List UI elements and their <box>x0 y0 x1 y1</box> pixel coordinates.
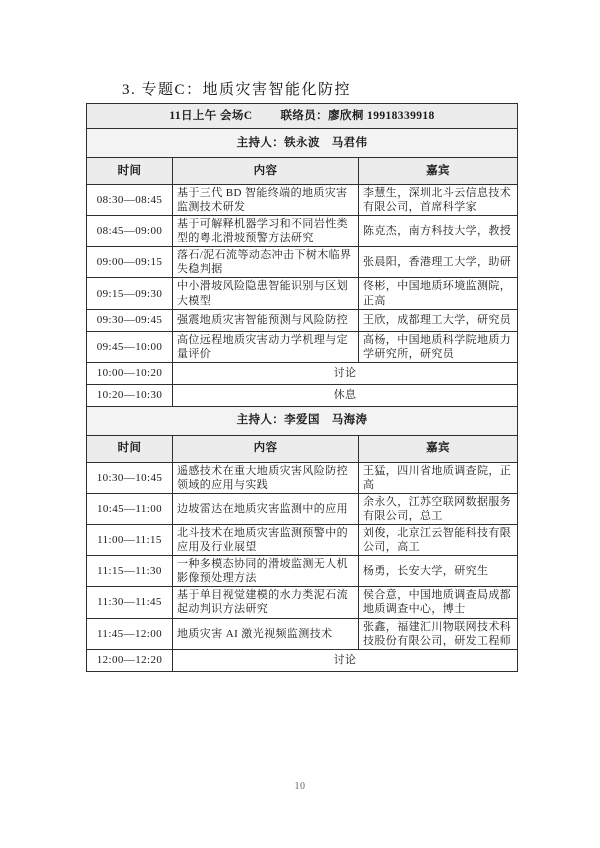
discussion-label: 讨论 <box>173 649 518 671</box>
break-row <box>87 384 518 406</box>
column-header-guest: 嘉宾 <box>359 435 518 462</box>
topic-cell: 地质灾害 AI 激光视频监测技术 <box>173 618 359 649</box>
column-header-guest: 嘉宾 <box>359 158 518 185</box>
time-cell: 11:15—11:30 <box>87 556 173 587</box>
guest-cell: 王猛，四川省地质调查院，正高 <box>359 462 518 493</box>
table-row <box>87 462 518 493</box>
column-header-content: 内容 <box>173 158 359 185</box>
column-header-time: 时间 <box>87 435 173 462</box>
moderator-row-2 <box>87 406 518 435</box>
table-row <box>87 556 518 587</box>
discussion-row <box>87 649 518 671</box>
topic-cell: 基于可解释机器学习和不同岩性类型的粤北滑坡预警方法研究 <box>173 216 359 247</box>
discussion-label: 讨论 <box>173 362 518 384</box>
time-cell: 10:45—11:00 <box>87 493 173 524</box>
time-cell: 11:45—12:00 <box>87 618 173 649</box>
column-header-row-1 <box>87 158 518 185</box>
topic-cell: 强震地质灾害智能预测与风险防控 <box>173 309 359 331</box>
page-title: 3. 专题C：地质灾害智能化防控 <box>122 82 352 98</box>
time-cell: 11:30—11:45 <box>87 587 173 618</box>
column-header-time: 时间 <box>87 158 173 185</box>
guest-cell: 刘俊，北京江云智能科技有限公司，高工 <box>359 525 518 556</box>
session-header-row <box>87 104 518 129</box>
topic-cell: 高位远程地质灾害动力学机理与定量评价 <box>173 331 359 362</box>
time-cell: 09:00—09:15 <box>87 247 173 278</box>
table-row <box>87 185 518 216</box>
guest-cell: 张鑫，福建汇川物联网技术科技股份有限公司，研发工程师 <box>359 618 518 649</box>
topic-cell: 基于三代 BD 智能终端的地质灾害监测技术研发 <box>173 185 359 216</box>
time-cell: 11:00—11:15 <box>87 525 173 556</box>
topic-cell: 北斗技术在地质灾害监测预警中的应用及行业展望 <box>173 525 359 556</box>
column-header-row-2 <box>87 435 518 462</box>
guest-cell: 杨勇，长安大学，研究生 <box>359 556 518 587</box>
table-row <box>87 587 518 618</box>
table-row <box>87 493 518 524</box>
topic-cell: 遥感技术在重大地质灾害风险防控领域的应用与实践 <box>173 462 359 493</box>
topic-cell: 一种多模态协同的滑坡监测无人机影像预处理方法 <box>173 556 359 587</box>
table-row <box>87 331 518 362</box>
time-cell: 09:30—09:45 <box>87 309 173 331</box>
guest-cell: 佟彬，中国地质环境监测院，正高 <box>359 278 518 309</box>
table-row <box>87 247 518 278</box>
guest-cell: 张晨阳，香港理工大学，助研 <box>359 247 518 278</box>
guest-cell: 王欣，成都理工大学，研究员 <box>359 309 518 331</box>
guest-cell: 高杨，中国地质科学院地质力学研究所，研究员 <box>359 331 518 362</box>
moderator-label: 主持人：铁永波 马君伟 <box>87 129 518 158</box>
moderator-row-1 <box>87 129 518 158</box>
time-cell: 09:15—09:30 <box>87 278 173 309</box>
page-number: 10 <box>294 781 306 792</box>
topic-cell: 基于单目视觉建模的水力类泥石流起动判识方法研究 <box>173 587 359 618</box>
time-cell: 09:45—10:00 <box>87 331 173 362</box>
table-row <box>87 525 518 556</box>
guest-cell: 陈克杰，南方科技大学，教授 <box>359 216 518 247</box>
time-cell: 08:45—09:00 <box>87 216 173 247</box>
break-label: 休息 <box>173 384 518 406</box>
topic-cell: 落石/泥石流等动态冲击下树木临界失稳判据 <box>173 247 359 278</box>
table-row <box>87 216 518 247</box>
time-cell: 10:30—10:45 <box>87 462 173 493</box>
table-row <box>87 309 518 331</box>
table-row <box>87 618 518 649</box>
time-cell: 08:30—08:45 <box>87 185 173 216</box>
table-row <box>87 278 518 309</box>
schedule-table <box>86 103 518 672</box>
discussion-row <box>87 362 518 384</box>
time-cell: 10:20—10:30 <box>87 384 173 406</box>
topic-cell: 边坡雷达在地质灾害监测中的应用 <box>173 493 359 524</box>
guest-cell: 余永久，江苏空联网数据服务有限公司，总工 <box>359 493 518 524</box>
column-header-content: 内容 <box>173 435 359 462</box>
guest-cell: 侯合意，中国地质调查局成都地质调查中心，博士 <box>359 587 518 618</box>
liaison-label: 联络员：廖欣桐 19918339918 <box>280 109 435 122</box>
time-cell: 12:00—12:20 <box>87 649 173 671</box>
time-cell: 10:00—10:20 <box>87 362 173 384</box>
topic-cell: 中小滑坡风险隐患智能识别与区划大模型 <box>173 278 359 309</box>
guest-cell: 李慧生，深圳北斗云信息技术有限公司，首席科学家 <box>359 185 518 216</box>
moderator-label: 主持人：李爱国 马海涛 <box>87 406 518 435</box>
session-label: 11日上午 会场C <box>169 109 253 122</box>
